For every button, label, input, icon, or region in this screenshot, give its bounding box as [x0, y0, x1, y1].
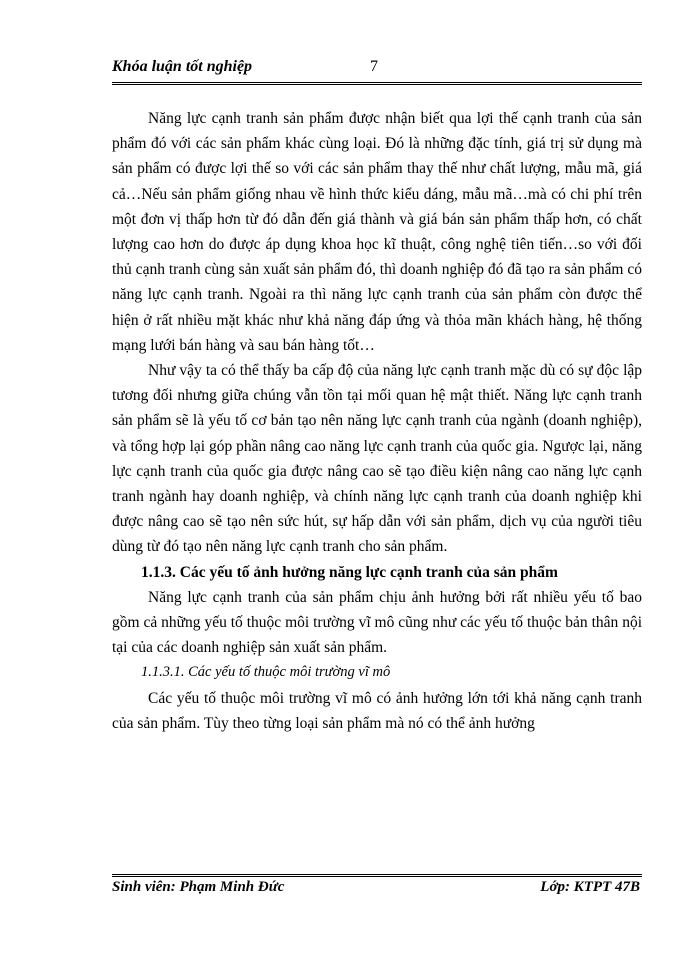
header-divider	[112, 82, 642, 85]
section-heading: 1.1.3. Các yếu tố ảnh hưởng năng lực cạnh tranh của sản phẩm	[141, 563, 558, 581]
paragraph: Năng lực cạnh tranh sản phẩm được nhận biết qua lợi thế cạnh tranh của sản phẩm đó với các sản phẩm khác cùng loại. Đó là những đặc tính, giá trị sử dụng mà sản phẩm có được lợi thế so với các sản phẩm thay thế như chất lượng, mẫu mã, giá cả…Nếu sản phẩm giống nhau về hình thức kiểu dáng, mẫu mã…mà có chi phí trên một đơn vị thấp hơn từ đó dẫn đến giá thành và giá bán sản phẩm thấp hơn, có chất lượng cao hơn do được áp dụng khoa học kĩ thuật, công nghệ tiên tiến…so với đối thủ cạnh tranh cùng sản xuất sản phẩm đó, thì doanh nghiệp đó đã tạo ra sản phẩm có năng lực cạnh tranh. Ngoài ra thì năng lực cạnh tranh của sản phẩm còn được thể hiện ở rất nhiều mặt khác như khả năng đáp ứng và thỏa mãn khách hàng, hệ thống mạng lưới bán hàng và sau bán hàng tốt…	[112, 110, 642, 354]
paragraph: Các yếu tố thuộc môi trường vĩ mô có ảnh hưởng lớn tới khả năng cạnh tranh của sản phẩm. Tùy theo từng loại sản phẩm mà nó có thể ảnh hưởng	[112, 689, 642, 732]
page-number: 7	[370, 58, 378, 75]
student-name: Sinh viên: Phạm Minh Đức	[112, 879, 285, 895]
footer-divider	[112, 874, 642, 877]
class-name: Lớp: KTPT 47B	[540, 879, 640, 895]
paragraph: Năng lực cạnh tranh của sản phẩm chịu ảnh hưởng bởi rất nhiều yếu tố bao gồm cả những yếu tố thuộc môi trường vĩ mô cũng như các yếu tố thuộc bản thân nội tại của các doanh nghiệp sản xuất sản phẩm.	[112, 588, 642, 657]
subsection-heading: 1.1.3.1. Các yếu tố thuộc môi trường vĩ mô	[141, 664, 391, 681]
document-body	[112, 106, 642, 736]
page-header	[112, 58, 642, 80]
page-footer	[112, 879, 642, 901]
paragraph: Như vậy ta có thể thấy ba cấp độ của năng lực cạnh tranh mặc dù có sự độc lập tương đối nhưng giữa chúng vẫn tồn tại mối quan hệ mật thiết. Năng lực cạnh tranh sản phẩm sẽ là yếu tố cơ bản tạo nên năng lực cạnh tranh của ngành (doanh nghiệp), và tổng hợp lại góp phần nâng cao năng lực cạnh tranh của quốc gia. Ngược lại, năng lực cạnh tranh của quốc gia được nâng cao sẽ tạo điều kiện nâng cao năng lực cạnh tranh ngành hay doanh nghiệp, và chính năng lực cạnh tranh của doanh nghiệp khi được nâng cao sẽ tạo nên sức hút, sự hấp dẫn với sản phẩm, dịch vụ của người tiêu dùng từ đó tạo nên năng lực cạnh tranh cho sản phẩm.	[112, 362, 642, 556]
thesis-title: Khóa luận tốt nghiệp	[112, 58, 253, 75]
